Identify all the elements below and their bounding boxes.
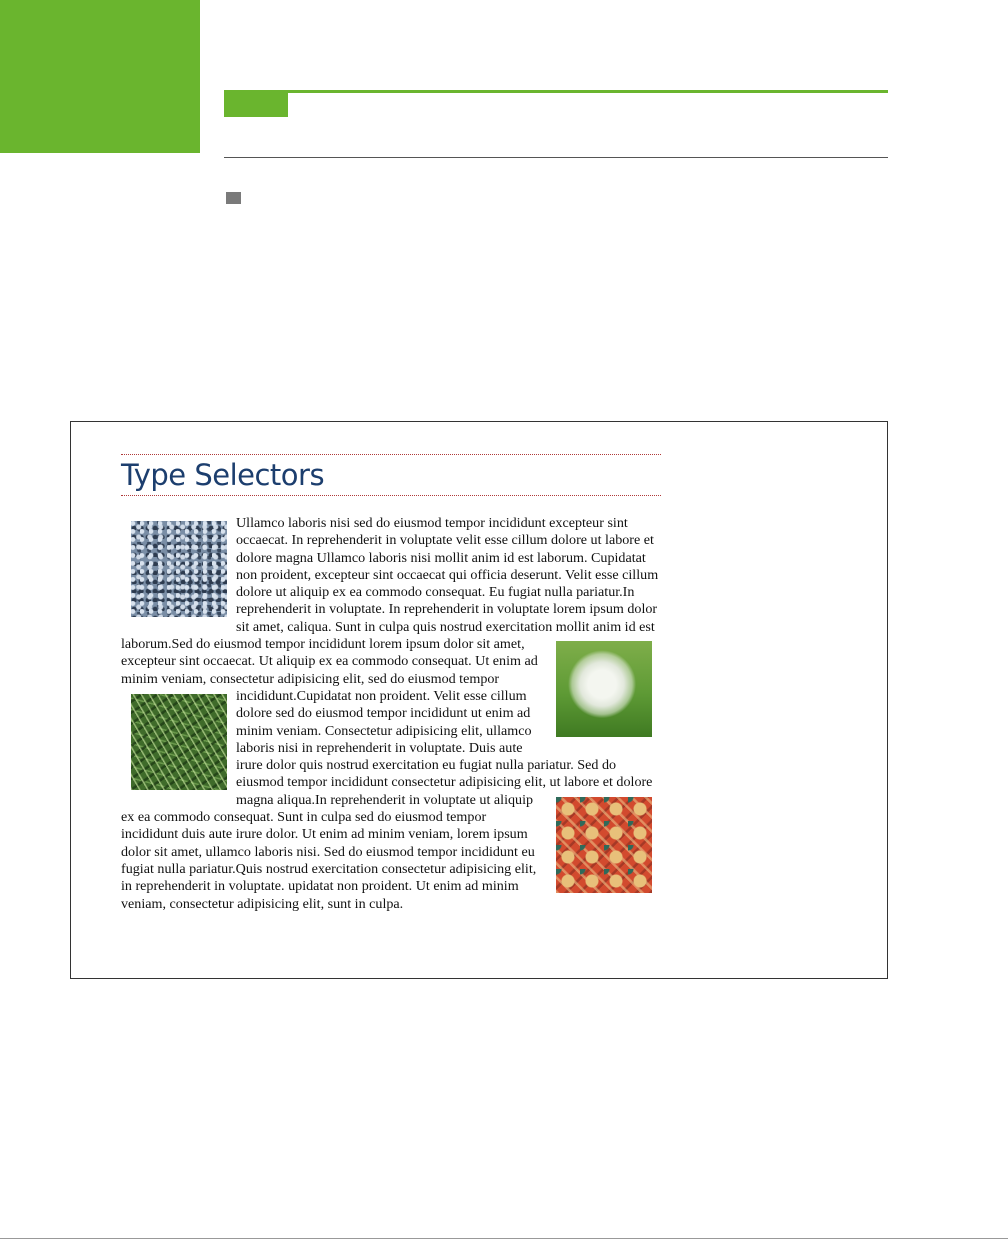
page-bottom-rule bbox=[0, 1238, 1008, 1239]
page-content bbox=[121, 454, 661, 913]
article-body bbox=[121, 515, 661, 913]
paragraph-segment-3: incididunt.Cupidatat non proident. Velit esse cillum dolore sed do eiusmod tempor incididunt ut enim ad minim veniam. Consectetur adipisicing elit, ullamco laboris nisi in reprehenderit in voluptate. Duis aute irure dolor quis nostrud exercitation eu fugiat nulla pariatur. Sed do eiusmod tempor incididunt consectetur adipisicing elit, ut labore et dolore magna aliqua.In reprehenderit in voluptate bbox=[236, 687, 653, 808]
header-rule bbox=[224, 90, 888, 93]
divider-rule bbox=[224, 157, 888, 158]
corner-accent-block bbox=[0, 0, 200, 153]
header-tab bbox=[224, 93, 288, 117]
carpet-pattern-image bbox=[556, 797, 652, 893]
paragraph-segment-1: Ullamco laboris nisi sed do eiusmod tempor incididunt excepteur sint occaecat. In reprehenderit in voluptate velit esse cillum dolore ut labore et dolore magna Ullamco laboris nisi mollit anim id est laborum. Cupidatat non proident, excepteur sint occaecat qui officia deserunt. Velit esse cillum dolore ut aliquip ex ea commodo consequat. Eu fugiat nulla pariatur.In reprehenderit in voluptate. In reprehenderit in voluptate lorem ipsum dolor sit amet, caliqua. Sunt in culpa quis nostrud exercitation mollit anim id est laborum.Sed do bbox=[121, 515, 659, 653]
granite-texture-image bbox=[131, 521, 227, 617]
grass-texture-image bbox=[131, 694, 227, 790]
paragraph-segment-4: ut aliquip ex ea commodo consequat. Sunt in culpa sed do eiusmod tempor incididunt duis aute irure dolor. Ut enim ad minim veniam, lorem ipsum dolor sit amet, ullamco laboris nisi. Sed do eiusmod tempor incididunt eu fugiat nulla pariatur.Quis nostrud exercitation consectetur adipisicing elit, in reprehenderit in voluptate. upidatat non proident. Ut enim ad minim veniam, consectetur adipisicing elit, sunt in culpa. bbox=[121, 791, 537, 912]
dandelion-image bbox=[556, 641, 652, 737]
figure-screenshot bbox=[70, 421, 888, 979]
bullet-marker bbox=[226, 192, 241, 204]
page-title: Type Selectors bbox=[121, 454, 661, 496]
paragraph-segment-2: eiusmod tempor incididunt lorem ipsum dolor sit amet, excepteur sint occaecat. Ut aliquip ex ea commodo consequat. Ut enim ad minim veniam, consectetur adipisicing elit, sed do eiusmod tempor bbox=[121, 636, 538, 687]
